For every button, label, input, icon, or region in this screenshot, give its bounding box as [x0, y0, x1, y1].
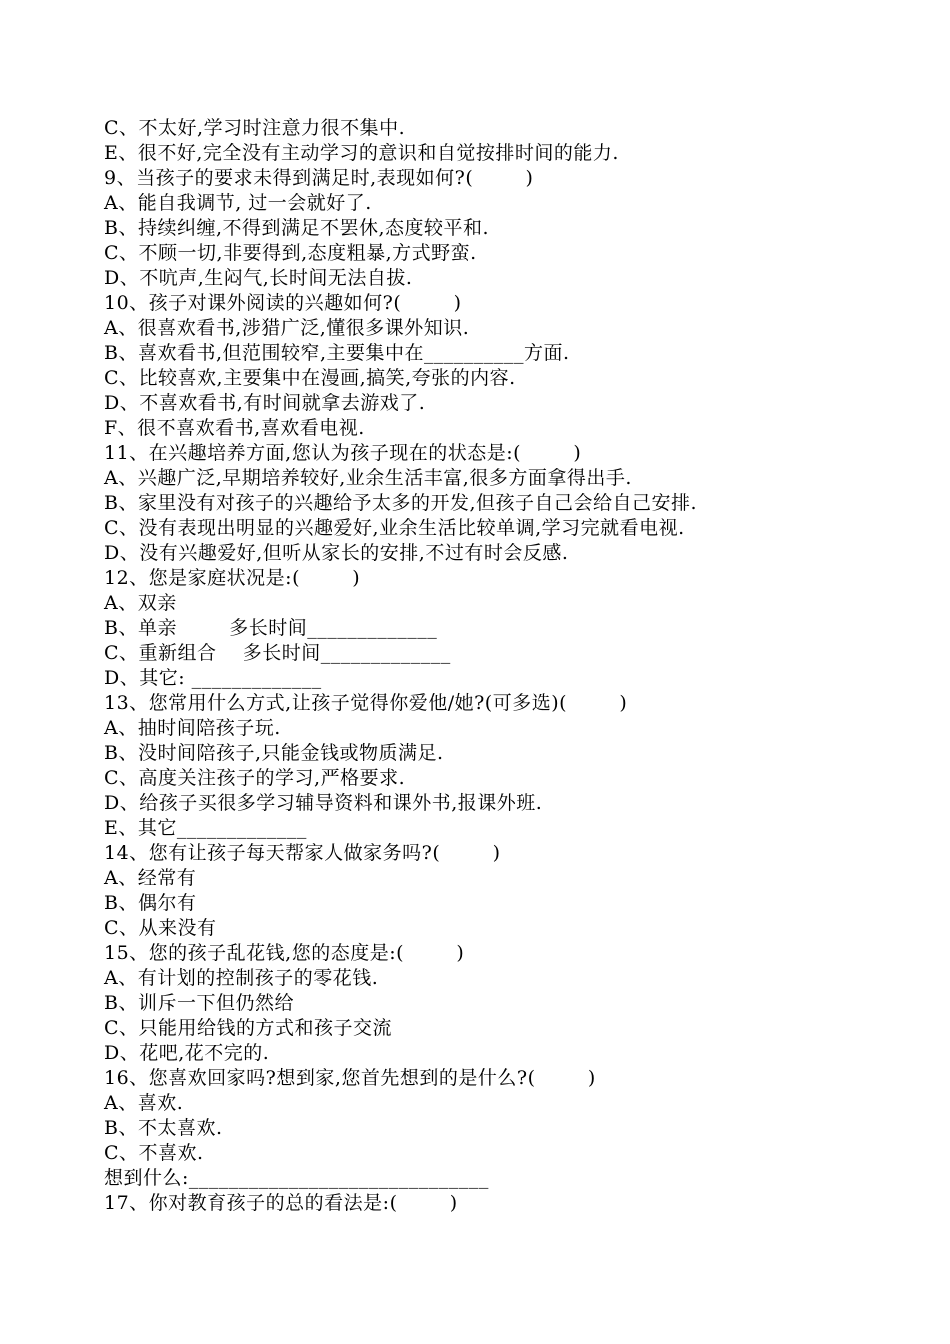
text-line: A、双亲	[104, 592, 177, 614]
text-line: C、高度关注孩子的学习,严格要求.	[104, 767, 406, 789]
text-line: F、很不喜欢看书,喜欢看电视.	[104, 417, 365, 439]
question-11: 11、在兴趣培养方面,您认为孩子现在的状态是:( )	[104, 442, 582, 464]
question-16: 16、您喜欢回家吗?想到家,您首先想到的是什么?( )	[104, 1067, 596, 1089]
text-line: E、其它_____________	[104, 817, 307, 839]
text-line: D、花吧,花不完的.	[104, 1042, 270, 1064]
question-15: 15、您的孩子乱花钱,您的态度是:( )	[104, 942, 465, 964]
text-line: A、喜欢.	[104, 1092, 184, 1114]
text-line: A、经常有	[104, 867, 197, 889]
text-line: A、抽时间陪孩子玩.	[104, 717, 281, 739]
text-line: B、持续纠缠,不得到满足不罢休,态度较平和.	[104, 217, 490, 239]
text-line: A、兴趣广泛,早期培养较好,业余生活丰富,很多方面拿得出手.	[104, 467, 632, 489]
text-line: 想到什么:______________________________	[104, 1167, 489, 1189]
text-line: A、有计划的控制孩子的零花钱.	[104, 967, 379, 989]
text-line: B、家里没有对孩子的兴趣给予太多的开发,但孩子自己会给自己安排.	[104, 492, 698, 514]
text-line: C、不太好,学习时注意力很不集中.	[104, 117, 406, 139]
question-13: 13、您常用什么方式,让孩子觉得你爱他/她?(可多选)( )	[104, 692, 628, 714]
text-line: B、单亲 多长时间_____________	[104, 617, 438, 639]
text-line: D、没有兴趣爱好,但听从家长的安排,不过有时会反感.	[104, 542, 569, 564]
text-line: B、训斥一下但仍然给	[104, 992, 294, 1014]
text-line: B、喜欢看书,但范围较窄,主要集中在__________方面.	[104, 342, 570, 364]
survey-text	[104, 116, 904, 1216]
text-line: C、重新组合 多长时间_____________	[104, 642, 451, 664]
question-17: 17、你对教育孩子的总的看法是:( )	[104, 1192, 458, 1214]
text-line: B、偶尔有	[104, 892, 197, 914]
text-line: A、很喜欢看书,涉猎广泛,懂很多课外知识.	[104, 317, 470, 339]
text-line: A、能自我调节, 过一会就好了.	[104, 192, 372, 214]
text-line: D、不吭声,生闷气,长时间无法自拔.	[104, 267, 413, 289]
text-line: D、给孩子买很多学习辅导资料和课外书,报课外班.	[104, 792, 543, 814]
question-12: 12、您是家庭状况是:( )	[104, 567, 361, 589]
text-line: C、只能用给钱的方式和孩子交流	[104, 1017, 393, 1039]
text-line: C、比较喜欢,主要集中在漫画,搞笑,夸张的内容.	[104, 367, 516, 389]
text-line: C、没有表现出明显的兴趣爱好,业余生活比较单调,学习完就看电视.	[104, 517, 685, 539]
question-9: 9、当孩子的要求未得到满足时,表现如何?( )	[104, 167, 534, 189]
text-line: B、没时间陪孩子,只能金钱或物质满足.	[104, 742, 444, 764]
text-line: B、不太喜欢.	[104, 1117, 223, 1139]
text-line: C、不喜欢.	[104, 1142, 204, 1164]
text-line: E、很不好,完全没有主动学习的意识和自觉按排时间的能力.	[104, 142, 619, 164]
question-14: 14、您有让孩子每天帮家人做家务吗?( )	[104, 842, 501, 864]
text-line: C、不顾一切,非要得到,态度粗暴,方式野蛮.	[104, 242, 477, 264]
text-line: C、从来没有	[104, 917, 217, 939]
text-line: D、其它: _____________	[104, 667, 322, 689]
question-10: 10、孩子对课外阅读的兴趣如何?( )	[104, 292, 462, 314]
text-line: D、不喜欢看书,有时间就拿去游戏了.	[104, 392, 426, 414]
